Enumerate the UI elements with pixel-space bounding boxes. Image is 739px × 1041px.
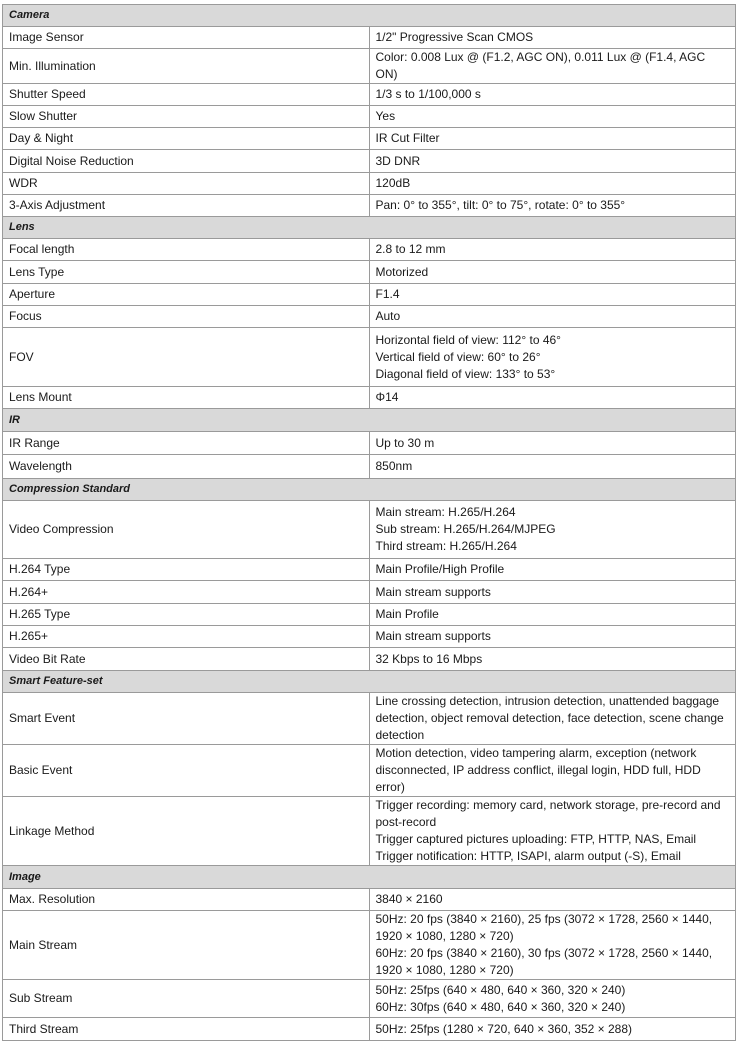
spec-value — [369, 455, 736, 479]
spec-value-line: Line crossing detection, intrusion detection, unattended baggage detection, object removal detection, face detection, scene change detection — [375, 694, 724, 742]
spec-value-line: Motorized — [375, 264, 429, 279]
spec-table — [2, 4, 736, 1041]
spec-row — [3, 745, 736, 797]
spec-value-line: Main stream supports — [375, 629, 491, 643]
spec-value-line: Pan: 0° to 355°, tilt: 0° to 75°, rotate: 0° to 355° — [375, 198, 626, 212]
spec-key: IR Range — [3, 432, 370, 455]
section-header — [3, 479, 736, 501]
section-title: Camera — [3, 5, 736, 27]
spec-row — [3, 455, 736, 479]
spec-row — [3, 328, 736, 387]
spec-row — [3, 648, 736, 671]
spec-row — [3, 49, 736, 84]
spec-value — [369, 559, 736, 581]
spec-row — [3, 581, 736, 604]
spec-value-line: 60Hz: 20 fps (3840 × 2160), 30 fps (3072 × 1728, 2560 × 1440, 1920 × 1080, 1280 × 720) — [375, 946, 713, 977]
spec-value — [369, 84, 736, 106]
spec-value — [369, 581, 736, 604]
spec-value-line: Yes — [375, 109, 396, 123]
spec-row — [3, 387, 736, 409]
spec-value-line: Third stream: H.265/H.264 — [375, 539, 517, 553]
spec-value — [369, 604, 736, 626]
spec-value-line: 3D DNR — [375, 153, 421, 168]
spec-value — [369, 173, 736, 195]
spec-key: Min. Illumination — [3, 49, 370, 84]
spec-row — [3, 261, 736, 284]
spec-key: Focal length — [3, 239, 370, 261]
spec-value-line: Sub stream: H.265/H.264/MJPEG — [375, 522, 556, 536]
section-header — [3, 866, 736, 889]
spec-value-line: F1.4 — [375, 287, 400, 301]
spec-value-line: Trigger recording: memory card, network storage, pre-record and post-record — [375, 798, 721, 829]
spec-value — [369, 239, 736, 261]
spec-value-line: Diagonal field of view: 133° to 53° — [375, 366, 556, 381]
spec-value — [369, 27, 736, 49]
spec-key: Digital Noise Reduction — [3, 150, 370, 173]
spec-value-line: 3840 × 2160 — [375, 892, 443, 906]
spec-row — [3, 911, 736, 980]
spec-key: Image Sensor — [3, 27, 370, 49]
spec-value — [369, 328, 736, 387]
spec-value — [369, 911, 736, 980]
spec-row — [3, 693, 736, 745]
spec-value-line: Auto — [375, 309, 401, 323]
spec-key: Focus — [3, 306, 370, 328]
spec-value — [369, 1018, 736, 1041]
spec-value-line: Vertical field of view: 60° to 26° — [375, 349, 541, 364]
spec-row — [3, 27, 736, 49]
spec-value — [369, 501, 736, 559]
spec-value-line: Main stream: H.265/H.264 — [375, 505, 516, 519]
spec-key: H.265+ — [3, 626, 370, 648]
spec-row — [3, 106, 736, 128]
spec-value-line: 50Hz: 25fps (640 × 480, 640 × 360, 320 × 240) — [375, 982, 626, 997]
spec-value — [369, 626, 736, 648]
spec-key: Lens Type — [3, 261, 370, 284]
spec-key: Max. Resolution — [3, 889, 370, 911]
spec-key: Aperture — [3, 284, 370, 306]
spec-key: H.264+ — [3, 581, 370, 604]
spec-value-line: 1/2" Progressive Scan CMOS — [375, 30, 534, 44]
spec-key: H.265 Type — [3, 604, 370, 626]
spec-value-line: 2.8 to 12 mm — [375, 242, 446, 256]
spec-value-line: 32 Kbps to 16 Mbps — [375, 651, 483, 666]
spec-value — [369, 797, 736, 866]
spec-row — [3, 604, 736, 626]
spec-value — [369, 49, 736, 84]
section-title: Compression Standard — [3, 479, 736, 501]
spec-row — [3, 306, 736, 328]
spec-row — [3, 173, 736, 195]
spec-value-line: 1/3 s to 1/100,000 s — [375, 87, 481, 101]
spec-row — [3, 889, 736, 911]
spec-key: Sub Stream — [3, 980, 370, 1018]
spec-row — [3, 239, 736, 261]
section-title: IR — [3, 409, 736, 432]
spec-value-line: 50Hz: 20 fps (3840 × 2160), 25 fps (3072 × 1728, 2560 × 1440, 1920 × 1080, 1280 × 720) — [375, 912, 713, 943]
spec-key: Video Compression — [3, 501, 370, 559]
spec-value — [369, 387, 736, 409]
spec-value-line: Horizontal field of view: 112° to 46° — [375, 332, 561, 347]
spec-value-line: Color: 0.008 Lux @ (F1.2, AGC ON), 0.011 Lux @ (F1.4, AGC ON) — [375, 50, 706, 81]
spec-value-line: Motion detection, video tampering alarm, exception (network disconnected, IP address conflict, illegal login, HDD full, HDD error) — [375, 746, 701, 794]
spec-key: FOV — [3, 328, 370, 387]
spec-row — [3, 980, 736, 1018]
spec-value — [369, 261, 736, 284]
spec-row — [3, 150, 736, 173]
spec-value-line: Trigger captured pictures uploading: FTP, HTTP, NAS, Email — [375, 832, 697, 846]
spec-row — [3, 626, 736, 648]
spec-value — [369, 889, 736, 911]
spec-key: Video Bit Rate — [3, 648, 370, 671]
section-header — [3, 409, 736, 432]
spec-value-line: 50Hz: 25fps (1280 × 720, 640 × 360, 352 × 288) — [375, 1021, 633, 1036]
spec-table-body — [3, 5, 736, 1041]
spec-row — [3, 797, 736, 866]
spec-row — [3, 128, 736, 150]
spec-value-line: Main Profile/High Profile — [375, 562, 505, 576]
spec-value-line: Main Profile — [375, 607, 439, 621]
spec-value — [369, 745, 736, 797]
spec-value-line: 850nm — [375, 459, 413, 473]
spec-row — [3, 284, 736, 306]
spec-key: Wavelength — [3, 455, 370, 479]
spec-value-line: Main stream supports — [375, 584, 491, 599]
section-header — [3, 217, 736, 239]
spec-value-line: 120dB — [375, 176, 411, 190]
spec-value-line: IR Cut Filter — [375, 131, 440, 145]
spec-value — [369, 648, 736, 671]
spec-value-line: Up to 30 m — [375, 435, 435, 450]
spec-value — [369, 432, 736, 455]
spec-key: Lens Mount — [3, 387, 370, 409]
spec-value — [369, 980, 736, 1018]
spec-row — [3, 195, 736, 217]
spec-key: WDR — [3, 173, 370, 195]
spec-key: Linkage Method — [3, 797, 370, 866]
section-header — [3, 5, 736, 27]
section-title: Image — [3, 866, 736, 889]
spec-key: H.264 Type — [3, 559, 370, 581]
spec-value — [369, 284, 736, 306]
spec-key: 3-Axis Adjustment — [3, 195, 370, 217]
spec-row — [3, 559, 736, 581]
section-title: Smart Feature-set — [3, 671, 736, 693]
spec-value-line: 60Hz: 30fps (640 × 480, 640 × 360, 320 × 240) — [375, 999, 626, 1014]
spec-value-line: Φ14 — [375, 390, 399, 404]
spec-value-line: Trigger notification: HTTP, ISAPI, alarm output (-S), Email — [375, 849, 681, 863]
spec-key: Shutter Speed — [3, 84, 370, 106]
spec-row — [3, 84, 736, 106]
spec-key: Slow Shutter — [3, 106, 370, 128]
spec-value — [369, 306, 736, 328]
spec-value — [369, 106, 736, 128]
spec-key: Main Stream — [3, 911, 370, 980]
spec-row — [3, 432, 736, 455]
spec-key: Day & Night — [3, 128, 370, 150]
spec-row — [3, 501, 736, 559]
section-header — [3, 671, 736, 693]
spec-key: Smart Event — [3, 693, 370, 745]
spec-value — [369, 195, 736, 217]
spec-value — [369, 150, 736, 173]
spec-key: Basic Event — [3, 745, 370, 797]
spec-key: Third Stream — [3, 1018, 370, 1041]
section-title: Lens — [3, 217, 736, 239]
spec-value — [369, 693, 736, 745]
spec-row — [3, 1018, 736, 1041]
spec-value — [369, 128, 736, 150]
